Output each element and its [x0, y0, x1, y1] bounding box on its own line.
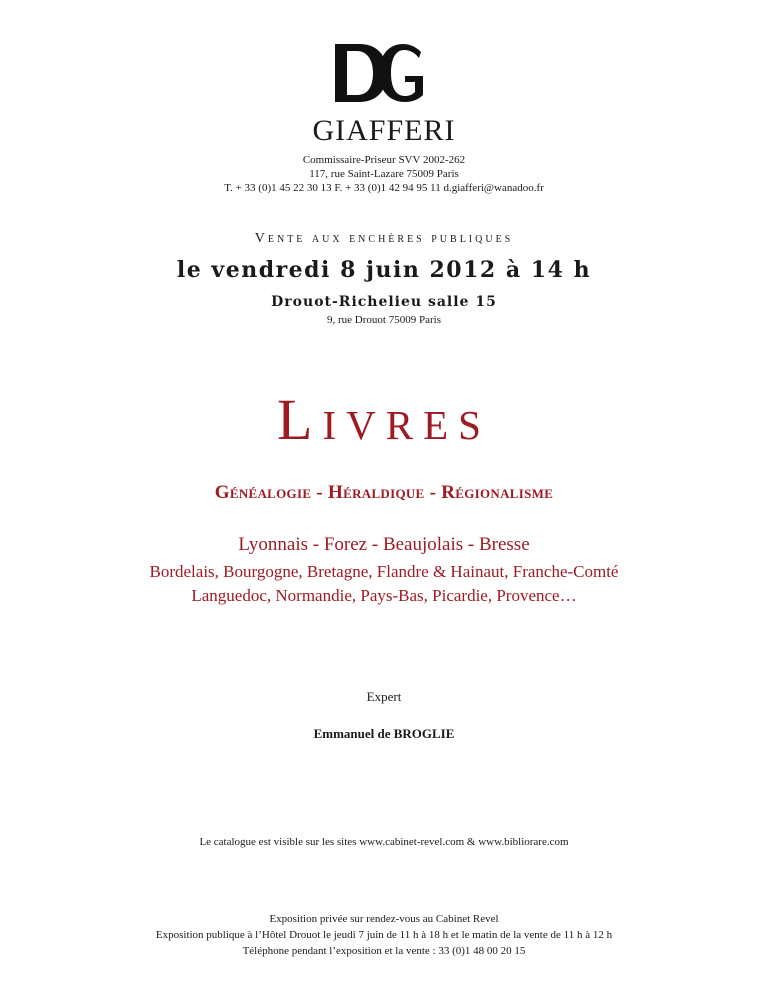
regions-line-3: Languedoc, Normandie, Pays-Bas, Picardie, Provence…	[191, 586, 577, 605]
sale-venue: Drouot-Richelieu salle 15	[271, 294, 497, 310]
auctioneer-contact: T. + 33 (0)1 45 22 30 13 F. + 33 (0)1 42 94 95 11 d.giafferi@wanadoo.fr	[224, 182, 544, 194]
exhibition-private: Exposition privée sur rendez-vous au Cabinet Revel	[269, 913, 499, 925]
sale-type: Vente aux enchères publiques	[254, 231, 514, 246]
dg-monogram-icon	[329, 40, 439, 106]
venue-address: 9, rue Drouot 75009 Paris	[327, 314, 441, 326]
auctioneer-license: Commissaire-Priseur SVV 2002-262	[302, 154, 466, 166]
exhibition-public: Exposition publique à l’Hôtel Drouot le jeudi 7 juin de 11 h à 18 h et le matin de la vente de 11 h à 12 h	[155, 929, 613, 941]
regions-line-2: Bordelais, Bourgogne, Bretagne, Flandre & Hainaut, Franche-Comté	[149, 562, 619, 581]
sale-date: le vendredi 8 juin 2012 à 14 h	[176, 257, 592, 283]
regions-line-1: Lyonnais - Forez - Beaujolais - Bresse	[238, 534, 530, 555]
catalogue-note: Le catalogue est visible sur les sites www.cabinet-revel.com & www.bibliorare.com	[199, 836, 569, 848]
company-name: GIAFFERI	[312, 114, 456, 147]
expert-name: Emmanuel de BROGLIE	[313, 726, 455, 741]
auctioneer-address: 117, rue Saint-Lazare 75009 Paris	[309, 168, 459, 180]
exhibition-phone: Téléphone pendant l’exposition et la vente : 33 (0)1 48 00 20 15	[242, 945, 526, 957]
page-title: Livres	[277, 387, 491, 452]
expert-label: Expert	[366, 689, 402, 704]
subjects: Généalogie - Héraldique - Régionalisme	[214, 482, 554, 503]
